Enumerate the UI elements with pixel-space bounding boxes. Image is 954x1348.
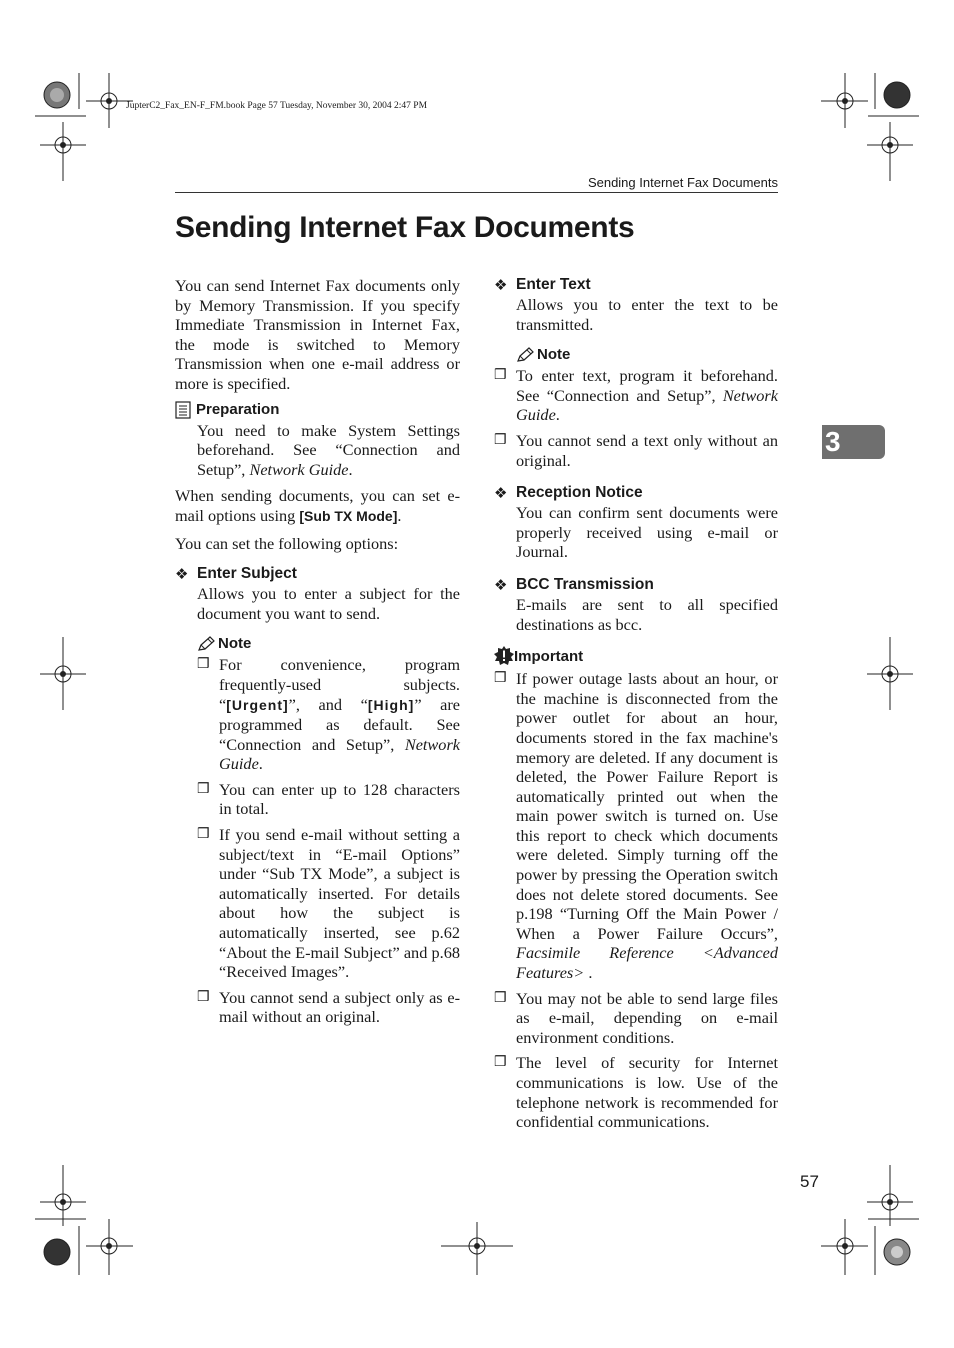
bcc-transmission-text: E-mails are sent to all specified destinations as bcc.	[516, 594, 778, 634]
diamond-bullet-icon: ❖	[494, 277, 508, 294]
checkbox-bullet-icon: ❒	[494, 368, 507, 384]
preparation-label: Preparation	[196, 401, 280, 419]
checkbox-bullet-icon: ❒	[494, 671, 507, 687]
email-options-paragraph: When sending documents, you can set e-mail options using [Sub TX Mode].	[175, 486, 460, 525]
page-number: 57	[800, 1172, 819, 1191]
note-item: ❒ For convenience, program frequently-used subjects. “[Urgent]”, and “[High]” are programmed as default. See “Connection and Setup”, Network Guide.	[197, 655, 460, 774]
note-item: ❒ If you send e-mail without setting a subject/text in “E-mail Options” under “Sub TX Mode”, a subject is automatically inserted. For details about how the subject is automatically inserted, see p.62 “About the E-mail Subject” and p.68 “Received Images”.	[197, 825, 460, 982]
checkbox-bullet-icon: ❒	[494, 990, 507, 1006]
running-head: Sending Internet Fax Documents	[587, 175, 778, 190]
diamond-bullet-icon: ❖	[494, 485, 508, 503]
note-item: ❒ You cannot send a subject only as e-mail without an original.	[197, 987, 460, 1027]
reception-notice-heading: ❖ Reception Notice	[494, 484, 643, 503]
chapter-tab	[822, 425, 885, 459]
chapter-tab-number: 3	[825, 426, 841, 457]
note-item: ❒ You can enter up to 128 characters in total.	[197, 779, 460, 819]
pencil-icon	[197, 636, 215, 652]
important-item: ❒ If power outage lasts about an hour, or the machine is disconnected from the power outlet for about an hour, documents stored in the fax machine's memory are deleted. If any document is deleted, the Power Failure Report is automatically printed out when the main power switch is turned on. Use this report to check which documents were deleted. Simply turning off the power by pressing the Operation switch does not delete stored documents. See p.198 “Turning Off the Main Power / When a Power Failure Occurs”, Facsimile Reference <Advanced Features> .	[494, 669, 778, 983]
checkbox-bullet-icon: ❒	[197, 781, 210, 797]
left-column	[175, 276, 460, 1027]
enter-text-heading: ❖ Enter Text	[494, 276, 591, 294]
note-heading: Note	[197, 635, 460, 652]
important-item: ❒ The level of security for Internet communications is low. Use of the telephone network is recommended for confidential communications.	[494, 1053, 778, 1132]
preparation-heading	[175, 401, 460, 419]
note-item: ❒ You cannot send a text only without an original.	[494, 430, 778, 470]
checkbox-bullet-icon: ❒	[197, 657, 210, 673]
bcc-transmission-heading: ❖ BCC Transmission	[494, 575, 654, 594]
note-item: ❒ To enter text, program it beforehand. See “Connection and Setup”, Network Guide.	[494, 366, 778, 425]
preparation-text: You need to make System Settings beforehand. See “Connection and Setup”, Network Guide.	[197, 420, 460, 479]
note-heading: Note	[516, 346, 778, 363]
page-title: Sending Internet Fax Documents	[175, 211, 635, 244]
preparation-icon	[175, 401, 191, 419]
diamond-bullet-icon: ❖	[175, 566, 189, 584]
enter-text-text: Allows you to enter the text to be transmitted.	[516, 295, 778, 334]
enter-subject-text: Allows you to enter a subject for the document you want to send.	[197, 584, 460, 623]
intro-paragraph: You can send Internet Fax documents only by Memory Transmission. If you specify Immediate Transmission in Internet Fax, the mode is switched to Memory Transmission when one e-mail address or more is specified.	[175, 276, 460, 393]
following-options-text: You can set the following options:	[175, 533, 399, 553]
important-heading: Important	[494, 646, 778, 666]
reception-notice-text: You can confirm sent documents were properly received using e-mail or Journal.	[516, 503, 778, 562]
important-item: ❒ You may not be able to send large files as e-mail, depending on e-mail environment conditions.	[494, 988, 778, 1047]
pencil-icon	[516, 347, 534, 363]
checkbox-bullet-icon: ❒	[494, 1055, 507, 1071]
checkbox-bullet-icon: ❒	[494, 432, 507, 448]
enter-subject-heading: ❖ Enter Subject	[175, 565, 297, 584]
file-info: JupterC2_Fax_EN-F_FM.book Page 57 Tuesday, November 30, 2004 2:47 PM	[126, 101, 428, 111]
header-rule	[175, 192, 778, 193]
checkbox-bullet-icon: ❒	[197, 827, 210, 843]
diamond-bullet-icon: ❖	[494, 576, 508, 594]
right-column	[494, 276, 778, 1132]
checkbox-bullet-icon: ❒	[197, 989, 210, 1005]
important-icon	[494, 646, 514, 666]
